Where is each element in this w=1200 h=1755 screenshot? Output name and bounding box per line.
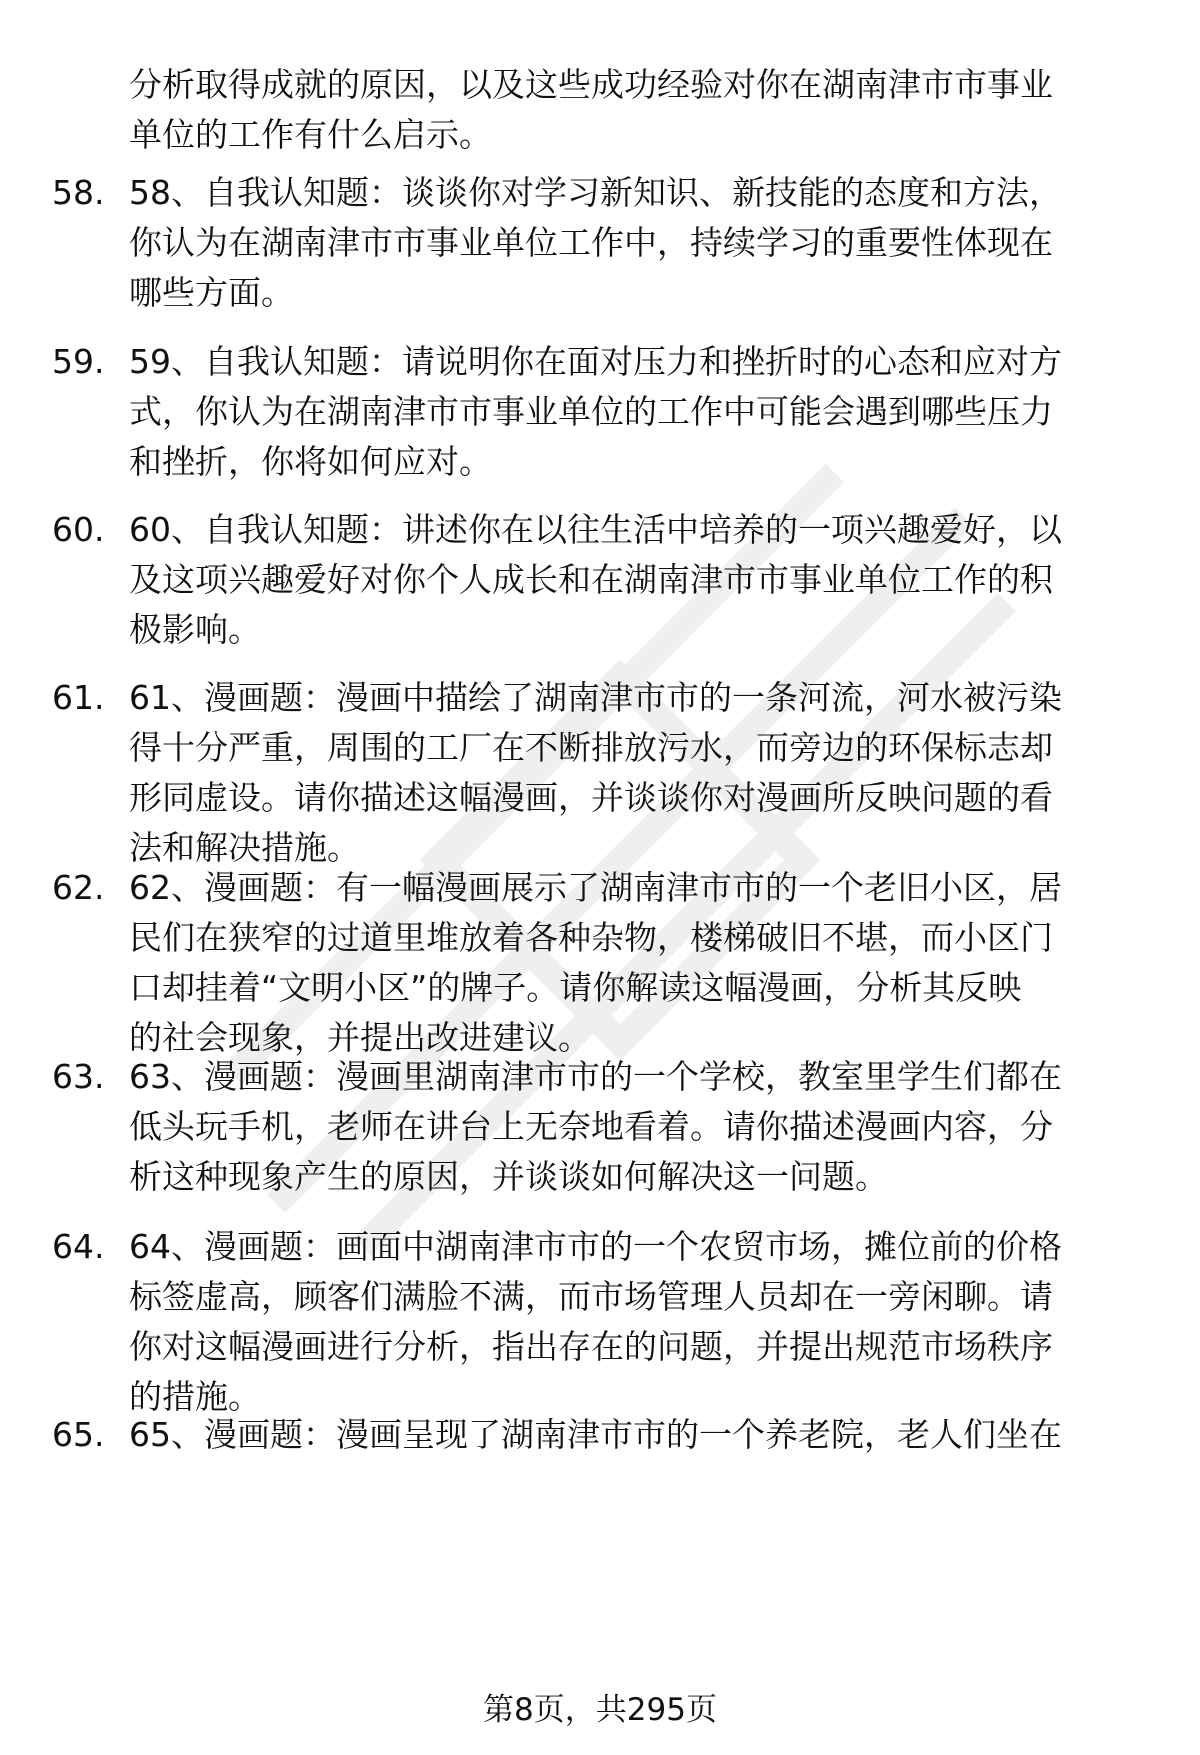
- text-line: 析这种现象产生的原因，并谈谈如何解决这一问题。: [129, 1157, 888, 1196]
- item-text: [129, 337, 1149, 487]
- text-line: 59、自我认知题：请说明你在面对压力和挫折时的心态和应对方: [129, 342, 1062, 381]
- item-number: 60.: [52, 510, 105, 549]
- text-line: 得十分严重，周围的工厂在不断排放污水，而旁边的环保标志却: [129, 728, 1053, 767]
- text-line: 哪些方面。: [129, 273, 294, 312]
- text-line: 民们在狭窄的过道里堆放着各种杂物，楼梯破旧不堪，而小区门: [129, 918, 1053, 957]
- text-line: 58、自我认知题：谈谈你对学习新知识、新技能的态度和方法，: [129, 173, 1062, 212]
- text-line: 你认为在湖南津市市事业单位工作中，持续学习的重要性体现在: [129, 223, 1053, 262]
- text-line: 法和解决措施。: [129, 828, 360, 867]
- text-line: 64、漫画题：画面中湖南津市市的一个农贸市场，摊位前的价格: [129, 1227, 1062, 1266]
- item-text: [129, 673, 1149, 873]
- item-text: [129, 863, 1149, 1063]
- text-line: 形同虚设。请你描述这幅漫画，并谈谈你对漫画所反映问题的看: [129, 778, 1053, 817]
- text-line: 分析取得成就的原因，以及这些成功经验对你在湖南津市市事业: [129, 65, 1053, 104]
- text-line: 63、漫画题：漫画里湖南津市市的一个学校，教室里学生们都在: [129, 1057, 1062, 1096]
- text-line: 低头玩手机，老师在讲台上无奈地看着。请你描述漫画内容，分: [129, 1107, 1053, 1146]
- text-line: 61、漫画题：漫画中描绘了湖南津市市的一条河流，河水被污染: [129, 678, 1062, 717]
- continuation-paragraph: [129, 60, 1149, 160]
- text-line: 极影响。: [129, 610, 261, 649]
- text-line: 你对这幅漫画进行分析，指出存在的问题，并提出规范市场秩序: [129, 1327, 1053, 1366]
- text-line: 式，你认为在湖南津市市事业单位的工作中可能会遇到哪些压力: [129, 392, 1053, 431]
- item-text: [129, 1222, 1149, 1422]
- item-number: 65.: [52, 1415, 105, 1454]
- text-line: 60、自我认知题：讲述你在以往生活中培养的一项兴趣爱好，以: [129, 510, 1062, 549]
- item-text: [129, 1052, 1149, 1202]
- text-line: 的社会现象，并提出改进建议。: [129, 1018, 591, 1057]
- item-text: [129, 505, 1149, 655]
- text-line: 单位的工作有什么启示。: [129, 115, 492, 154]
- item-text: [129, 1410, 1149, 1460]
- item-text: [129, 168, 1149, 318]
- item-number: 64.: [52, 1227, 105, 1266]
- item-number: 59.: [52, 342, 105, 381]
- text-line: 62、漫画题：有一幅漫画展示了湖南津市市的一个老旧小区，居: [129, 868, 1062, 907]
- page-footer: 第8页，共295页: [483, 1692, 717, 1728]
- text-line: 及这项兴趣爱好对你个人成长和在湖南津市市事业单位工作的积: [129, 560, 1053, 599]
- item-number: 61.: [52, 678, 105, 717]
- text-line: 标签虚高，顾客们满脸不满，而市场管理人员却在一旁闲聊。请: [129, 1277, 1053, 1316]
- text-line: 口却挂着“文明小区”的牌子。请你解读这幅漫画，分析其反映: [129, 968, 1022, 1007]
- text-line: 的措施。: [129, 1377, 261, 1416]
- text-line: 65、漫画题：漫画呈现了湖南津市市的一个养老院，老人们坐在: [129, 1415, 1062, 1454]
- item-number: 63.: [52, 1057, 105, 1096]
- item-number: 62.: [52, 868, 105, 907]
- item-number: 58.: [52, 173, 105, 212]
- text-line: 和挫折，你将如何应对。: [129, 442, 492, 481]
